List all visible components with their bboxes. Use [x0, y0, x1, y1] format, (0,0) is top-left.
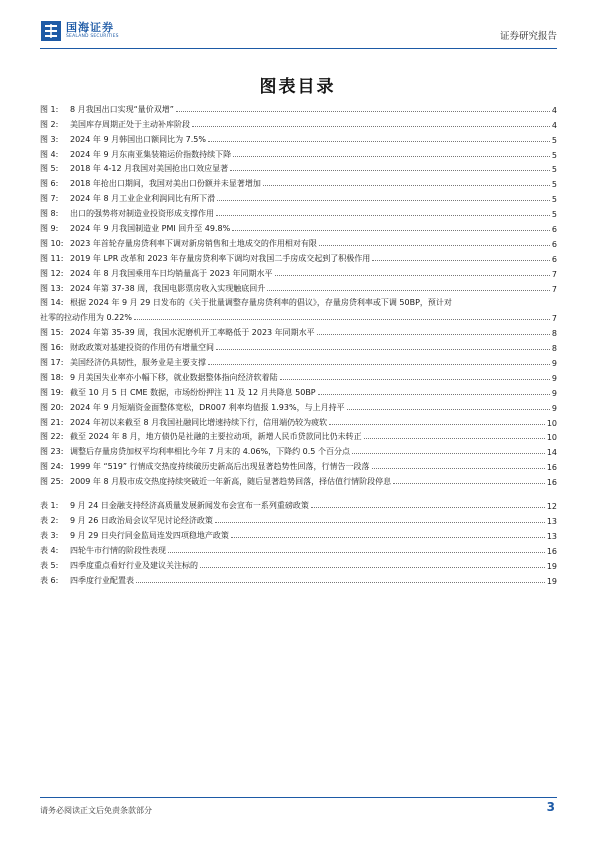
entry-page: 16: [546, 478, 557, 488]
toc-entry[interactable]: [40, 160, 557, 175]
logo-english-name: SEALAND SECURITIES: [66, 34, 119, 40]
toc-entry[interactable]: [40, 279, 557, 294]
entry-page: 5: [551, 210, 557, 220]
entry-title: 四轮牛市行情的阶段性表现: [70, 545, 166, 555]
page-number: 3: [546, 800, 555, 814]
entry-title: 截至 2024 年 8 月，地方债仍是社融的主要拉动项，新增人民币贷款同比仍未转正: [70, 432, 362, 442]
leader-dots: [317, 334, 550, 335]
entry-page: 19: [546, 576, 557, 586]
leader-dots: [364, 438, 545, 439]
entry-number: 图 7:: [40, 194, 59, 204]
entry-title: 根据 2024 年 9 月 29 日发布的《关于批量调整存量房贷利率的倡议》，存量房贷利率或下调 50BP，预计对: [70, 298, 452, 308]
leader-dots: [232, 230, 550, 231]
entry-number: 图 5:: [40, 164, 59, 174]
logo-chinese-name: 国海证券: [66, 21, 114, 35]
leader-dots: [215, 522, 545, 523]
entry-page: 16: [546, 463, 557, 473]
page-title: 图表目录: [259, 77, 336, 97]
toc-entry[interactable]: [40, 174, 557, 189]
entry-page: 5: [551, 195, 557, 205]
entry-page: 13: [546, 516, 557, 526]
entry-title: 美国经济仍具韧性，服务业是主要支撑: [70, 358, 206, 368]
entry-number: 图 23:: [40, 447, 64, 457]
entry-page: 19: [546, 561, 557, 571]
entry-number: 表 6:: [40, 575, 59, 585]
entry-title-continuation: 社零的拉动作用为 0.22%: [40, 313, 132, 323]
toc-entry[interactable]: [40, 511, 557, 526]
entry-number: 图 11:: [40, 253, 64, 263]
footer-divider: [40, 797, 557, 798]
entry-title: 2024 年 8 月工业企业利润同比有所下滑: [70, 194, 216, 204]
entry-number: 表 5:: [40, 560, 59, 570]
entry-page: 10: [546, 433, 557, 443]
leader-dots: [230, 170, 550, 171]
leader-dots: [352, 453, 545, 454]
leader-dots: [208, 141, 550, 142]
entry-page: 7: [551, 314, 557, 324]
entry-number: 图 18:: [40, 372, 64, 382]
leader-dots: [372, 260, 550, 261]
entry-number: 图 1:: [40, 104, 59, 114]
entry-page: 14: [546, 448, 557, 458]
leader-dots: [233, 156, 550, 157]
entry-title: 1999 年 “519” 行情成交热度持续破历史新高后出现显著趋势性回落，行情告一段落: [70, 462, 370, 472]
entry-page: 7: [551, 269, 557, 279]
entry-title: 2023 年首轮存量房贷利率下调对新房销售和土地成交的作用相对有限: [70, 238, 317, 248]
toc-entry[interactable]: [40, 145, 557, 160]
toc-entry[interactable]: [40, 338, 557, 353]
entry-number: 图 20:: [40, 402, 64, 412]
leader-dots: [136, 582, 545, 583]
entry-page: 9: [551, 373, 557, 383]
entry-page: 13: [546, 531, 557, 541]
leader-dots: [216, 349, 550, 350]
toc-entry[interactable]: [40, 204, 557, 219]
entry-number: 表 3:: [40, 530, 59, 540]
entry-title: 2018 年抢出口期间，我国对美出口份额并未显著增加: [70, 179, 261, 189]
leader-dots: [319, 245, 550, 246]
entry-title: 2024 年 8 月我国乘用车日均销量高于 2023 年同期水平: [70, 268, 273, 278]
toc-entry[interactable]: [40, 115, 557, 130]
entry-title: 9 月 29 日央行同金监局连发四项稳地产政策: [70, 530, 229, 540]
entry-number: 图 24:: [40, 462, 64, 472]
entry-number: 图 12:: [40, 268, 64, 278]
entry-page: 6: [551, 254, 557, 264]
entry-number: 图 2:: [40, 119, 59, 129]
entry-page: 5: [551, 135, 557, 145]
leader-dots: [275, 275, 550, 276]
entry-page: 9: [551, 359, 557, 369]
leader-dots: [347, 409, 550, 410]
toc-entry[interactable]: [40, 526, 557, 541]
entry-page: 7: [551, 284, 557, 294]
leader-dots: [267, 290, 550, 291]
entry-title: 2024 年第 35-39 周，我国水泥磨机开工率略低于 2023 年同期水平: [70, 328, 315, 338]
entry-title: 2024 年 9 月短端资金面整体宽松，DR007 利率均值报 1.93%，与上月持平: [70, 402, 345, 412]
entry-title: 四季度行业配置表: [70, 575, 134, 585]
toc-entry[interactable]: [40, 368, 557, 383]
entry-number: 表 4:: [40, 545, 59, 555]
entry-title: 出口的强势将对制造业投资形成支撑作用: [70, 209, 214, 219]
entry-number: 表 1:: [40, 501, 59, 511]
entry-title: 2024 年 9 月韩国出口额同比为 7.5%: [70, 134, 206, 144]
entry-number: 图 6:: [40, 179, 59, 189]
toc-entry[interactable]: [40, 413, 557, 428]
entry-title: 四季度重点看好行业及建议关注标的: [70, 560, 198, 570]
entry-title: 美国库存周期正处于主动补库阶段: [70, 119, 190, 129]
entry-title: 财政政策对基建投资的作用仍有增量空间: [70, 343, 214, 353]
entry-number: 图 16:: [40, 343, 64, 353]
toc-entry[interactable]: [40, 353, 557, 368]
toc-entry[interactable]: [40, 189, 557, 204]
toc-entry[interactable]: [40, 234, 557, 249]
toc-entry[interactable]: [40, 294, 557, 309]
toc-entry[interactable]: [40, 130, 557, 145]
entry-title: 2019 年 LPR 改革和 2023 年存量房贷利率下调均对我国二手房成交起到了积极作用: [70, 253, 371, 263]
report-type-label: 证券研究报告: [499, 31, 557, 42]
entry-title: 9 月美国失业率亦小幅下移，就业数据整体指向经济软着陆: [70, 372, 278, 382]
entry-title: 2024 年 9 月东南亚集装箱运价指数持续下降: [70, 149, 232, 159]
leader-dots: [208, 364, 550, 365]
table-list: [40, 496, 557, 585]
toc-entry[interactable]: [40, 571, 557, 586]
entry-number: 图 21:: [40, 417, 64, 427]
toc-entry[interactable]: [40, 249, 557, 264]
disclaimer-text: 请务必阅读正文后免责条款部分: [40, 806, 152, 815]
toc-entry[interactable]: [40, 219, 557, 234]
toc-entry[interactable]: [40, 383, 557, 398]
toc-entry[interactable]: [40, 100, 557, 115]
toc-entry-continuation[interactable]: [40, 308, 557, 323]
entry-page: 5: [551, 150, 557, 160]
leader-dots: [263, 185, 550, 186]
toc-entry[interactable]: [40, 442, 557, 457]
leader-dots: [134, 319, 550, 320]
entry-page: 12: [546, 502, 557, 512]
entry-number: 图 4:: [40, 149, 59, 159]
entry-title: 2024 年 9 月我国制造业 PMI 回升至 49.8%: [70, 224, 231, 234]
page-header: [40, 18, 557, 48]
entry-number: 图 14:: [40, 298, 64, 308]
entry-title: 8 月我国出口实现“量价双增”: [70, 104, 174, 114]
toc-entry[interactable]: [40, 472, 557, 487]
entry-number: 图 9:: [40, 224, 59, 234]
entry-number: 图 3:: [40, 134, 59, 144]
toc-entry[interactable]: [40, 264, 557, 279]
entry-page: 6: [551, 239, 557, 249]
entry-page: 5: [551, 165, 557, 175]
entry-title: 9 月 24 日金融支持经济高质量发展新闻发布会宣布一系列重磅政策: [70, 501, 309, 511]
toc-entry[interactable]: [40, 428, 557, 443]
entry-page: 4: [551, 105, 557, 115]
entry-title: 调整后存量房贷加权平均利率相比今年 7 月末的 4.06%，下降约 0.5 个百分点: [70, 447, 350, 457]
leader-dots: [231, 537, 545, 538]
toc-entry[interactable]: [40, 541, 557, 556]
entry-number: 图 22:: [40, 432, 64, 442]
entry-title: 9 月 26 日政治局会议罕见讨论经济政策: [70, 515, 213, 525]
entry-number: 图 15:: [40, 328, 64, 338]
entry-page: 8: [551, 344, 557, 354]
leader-dots: [393, 483, 545, 484]
leader-dots: [372, 468, 545, 469]
entry-page: 9: [551, 388, 557, 398]
entry-number: 图 13:: [40, 283, 64, 293]
entry-title: 截至 10 月 5 日 CME 数据，市场纷纷押注 11 及 12 月共降息 50BP: [70, 387, 316, 397]
figure-list: [40, 100, 557, 487]
entry-page: 9: [551, 403, 557, 413]
entry-page: 5: [551, 180, 557, 190]
entry-page: 10: [546, 418, 557, 428]
entry-number: 图 10:: [40, 238, 64, 248]
entry-title: 2024 年第 37-38 周，我国电影票房收入实现触底回升: [70, 283, 266, 293]
entry-number: 图 17:: [40, 358, 64, 368]
company-logo: [40, 20, 119, 42]
leader-dots: [200, 567, 545, 568]
figure-table-directory: [40, 100, 557, 586]
leader-dots: [217, 200, 550, 201]
entry-page: 4: [551, 120, 557, 130]
leader-dots: [311, 507, 545, 508]
entry-title: 2024 年初以来截至 8 月我国社融同比增速持续下行，信用端仍较为疲软: [70, 417, 328, 427]
entry-number: 图 25:: [40, 477, 64, 487]
leader-dots: [216, 215, 550, 216]
leader-dots: [192, 126, 550, 127]
entry-number: 表 2:: [40, 515, 59, 525]
toc-entry[interactable]: [40, 457, 557, 472]
toc-entry[interactable]: [40, 556, 557, 571]
entry-page: 6: [551, 225, 557, 235]
entry-title: 2018 年 4-12 月我国对美国抢出口效应显著: [70, 164, 229, 174]
leader-dots: [280, 379, 550, 380]
leader-dots: [176, 111, 550, 112]
leader-dots: [168, 552, 545, 553]
leader-dots: [329, 424, 545, 425]
sealand-logo-icon: [40, 20, 62, 42]
leader-dots: [318, 394, 550, 395]
toc-entry[interactable]: [40, 398, 557, 413]
toc-entry[interactable]: [40, 496, 557, 511]
entry-title: 2009 年 8 月股市成交热度持续突破近一年新高，随后显著趋势回落，择估值行情阶段停息: [70, 477, 392, 487]
header-divider: [40, 48, 557, 49]
entry-number: 图 8:: [40, 209, 59, 219]
entry-page: 8: [551, 329, 557, 339]
entry-number: 图 19:: [40, 387, 64, 397]
entry-page: 16: [546, 546, 557, 556]
toc-entry[interactable]: [40, 323, 557, 338]
